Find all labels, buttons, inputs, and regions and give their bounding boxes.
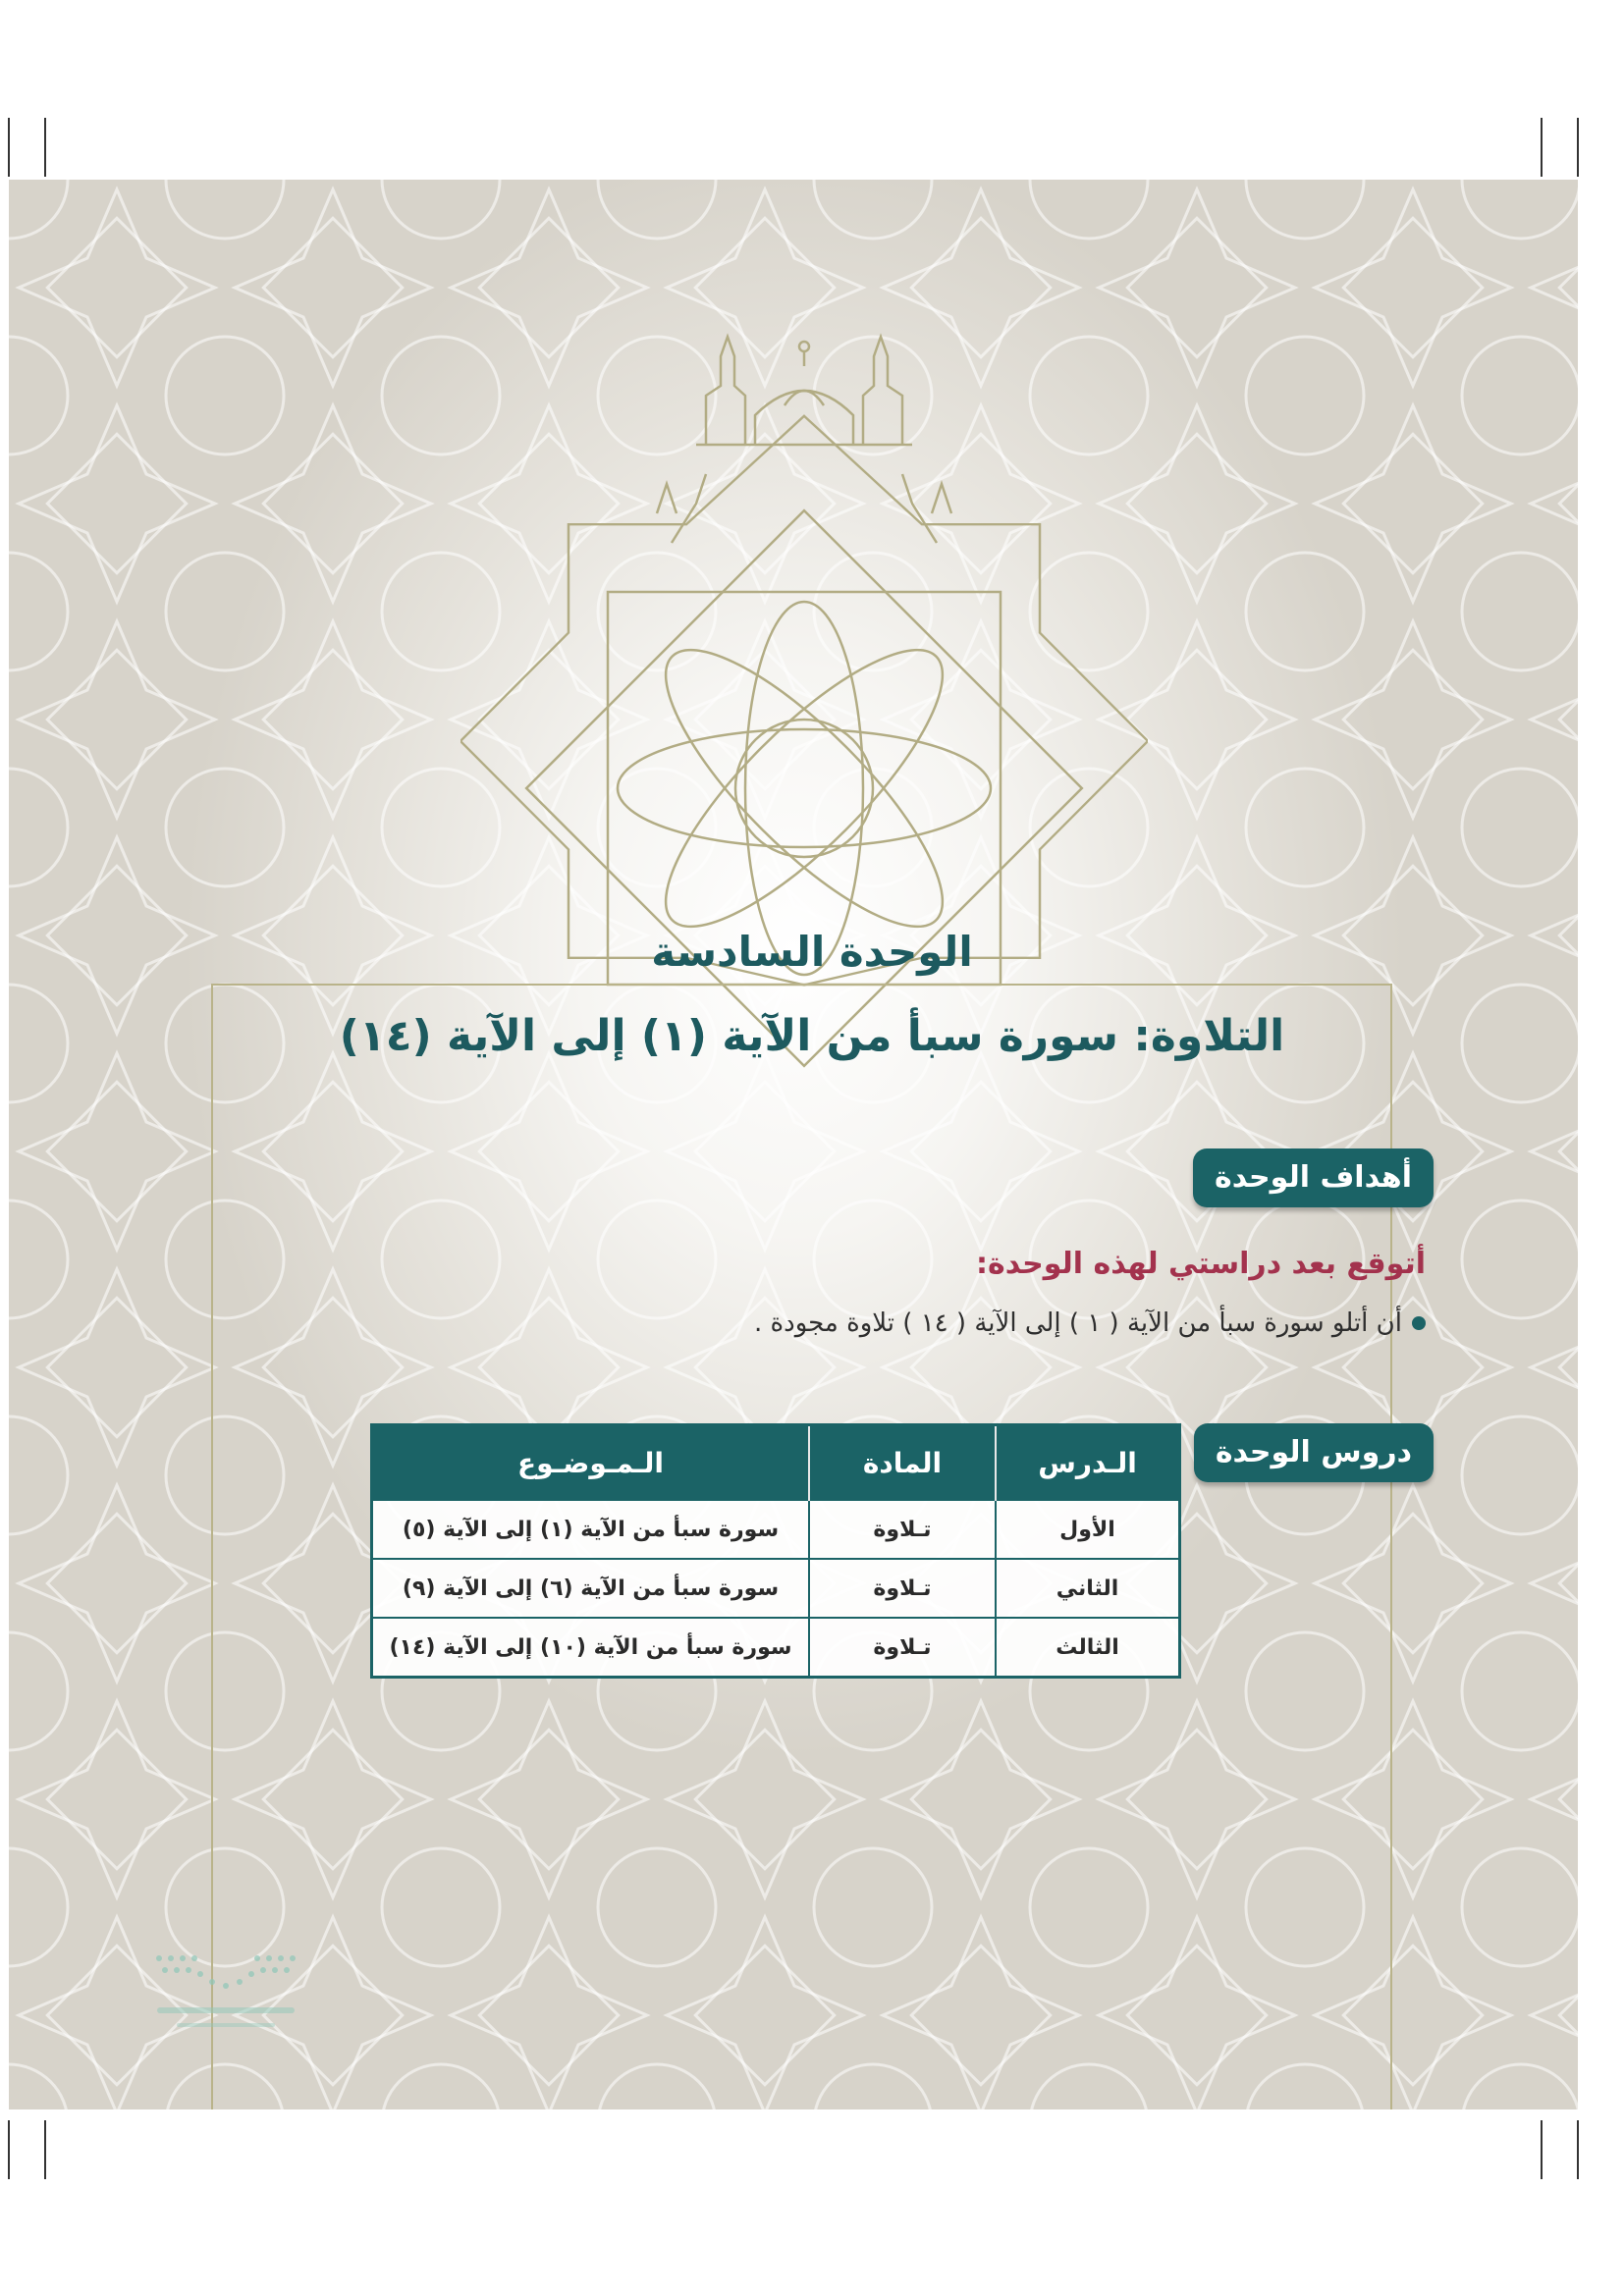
- goals-heading: أهداف الوحدة: [1193, 1148, 1434, 1207]
- cell-lesson: الثاني: [996, 1559, 1180, 1618]
- column-header-lesson: الـدرس: [996, 1425, 1180, 1501]
- table-row: [372, 1559, 1180, 1618]
- unit-subtitle: التلاوة: سورة سبأ من الآية (١) إلى الآية (١٤): [339, 1011, 1285, 1061]
- cell-lesson: الأول: [996, 1500, 1180, 1559]
- crop-mark: [8, 118, 10, 177]
- column-header-topic: الـمـوضـوع: [372, 1425, 810, 1501]
- crop-mark: [8, 2120, 10, 2179]
- lessons-heading: دروس الوحدة: [1194, 1423, 1434, 1482]
- goal-item: [754, 1308, 1426, 1338]
- crop-mark: [1577, 118, 1579, 177]
- column-header-subject: المادة: [809, 1425, 996, 1501]
- cell-topic: سورة سبأ من الآية (١) إلى الآية (٥): [372, 1500, 810, 1559]
- table-header-row: [372, 1425, 1180, 1501]
- cell-topic: سورة سبأ من الآية (١٠) إلى الآية (١٤): [372, 1618, 810, 1678]
- ministry-logo: [147, 1949, 304, 2066]
- page-background: [9, 180, 1578, 2109]
- table-row: [372, 1618, 1180, 1678]
- cell-subject: تـلاوة: [809, 1500, 996, 1559]
- goals-intro: أتوقع بعد دراستي لهذه الوحدة:: [976, 1247, 1426, 1281]
- crop-mark: [1577, 2120, 1579, 2179]
- cell-subject: تـلاوة: [809, 1618, 996, 1678]
- cell-subject: تـلاوة: [809, 1559, 996, 1618]
- cell-topic: سورة سبأ من الآية (٦) إلى الآية (٩): [372, 1559, 810, 1618]
- crop-mark: [1541, 118, 1543, 177]
- crop-mark: [44, 2120, 46, 2179]
- crop-mark: [44, 118, 46, 177]
- lessons-table: [370, 1423, 1181, 1679]
- table-row: [372, 1500, 1180, 1559]
- crop-mark: [1541, 2120, 1543, 2179]
- unit-title: الوحدة السادسة: [651, 928, 973, 976]
- cell-lesson: الثالث: [996, 1618, 1180, 1678]
- goal-item-text: أن أتلو سورة سبأ من الآية ( ١ ) إلى الآية ( ١٤ ) تلاوة مجودة .: [753, 1308, 1402, 1338]
- bullet-icon: [1412, 1316, 1426, 1330]
